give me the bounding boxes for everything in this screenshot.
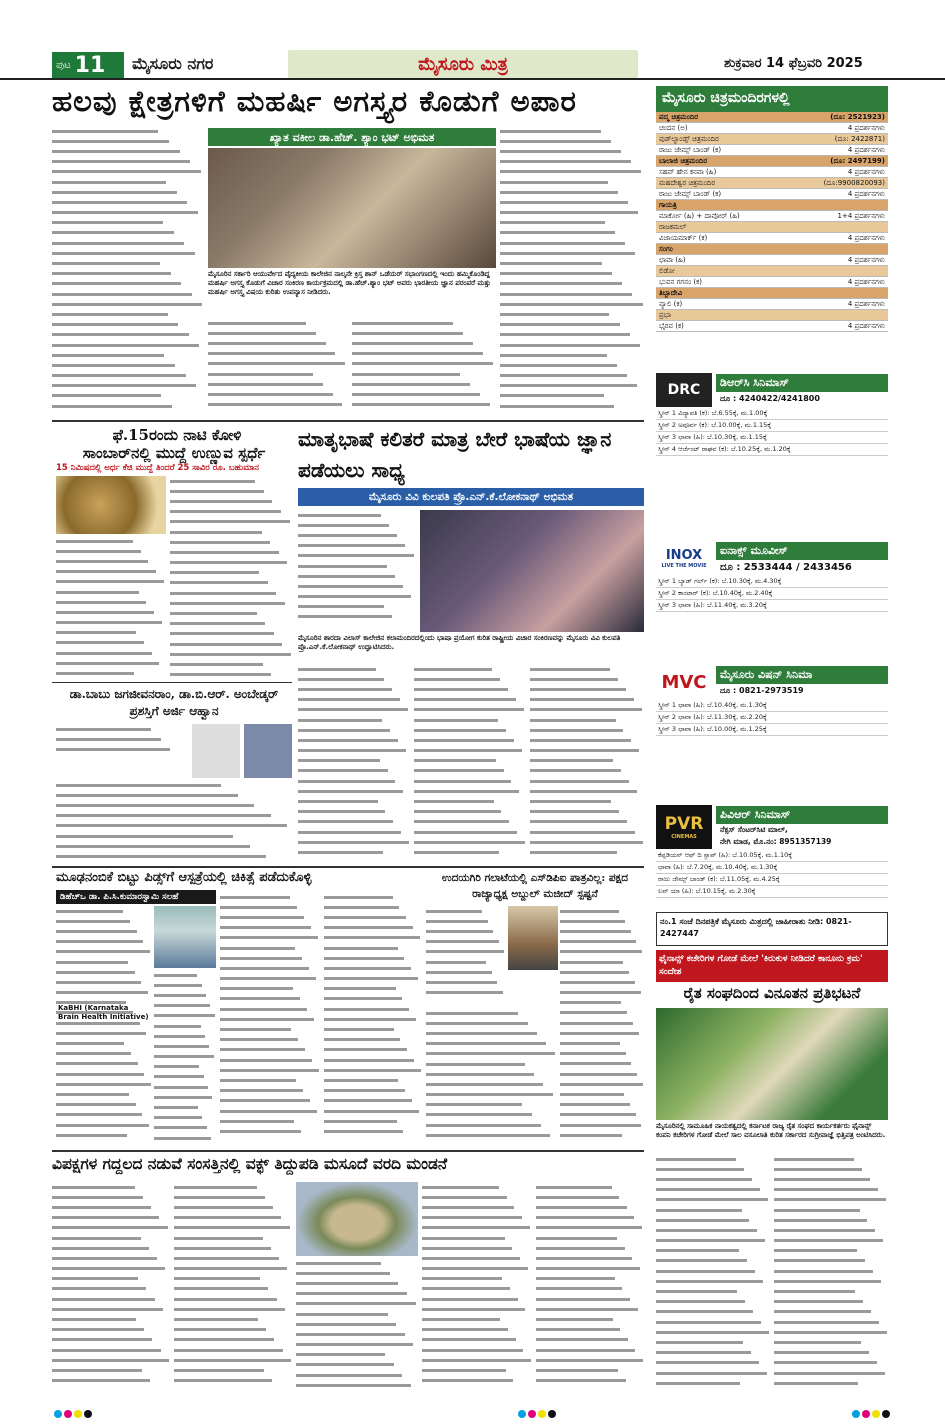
theatre-name: ಪ್ರಭಾ	[659, 311, 672, 319]
bottom-text-col-3	[296, 1258, 418, 1396]
film-title: ಭುವನ ಗಗನಂ (ಕ)	[659, 278, 703, 286]
story5-subheadline: ಡಿಹೆಚ್‌ಒ ಡಾ. ಪಿ.ಸಿ.ಕುಮಾರಸ್ವಾಮಿ ಸಲಹೆ	[56, 890, 216, 904]
story6-headline: ಉದಯಗಿರಿ ಗಲಾಟೆಯಲ್ಲಿ ಎಸ್‌ಡಿಪಿಐ ಪಾತ್ರವಿಲ್ಲ: ಪಕ್ಷದ ರಾಜ್ಯಾಧ್ಯಕ್ಷ ಅಬ್ದುಲ್ ಮಜೀದ್ ಸ್ಪಷ್ಟನೆ	[441, 872, 629, 900]
story3-banner: ಮೈಸೂರು ವಿವಿ ಕುಲಪತಿ ಪ್ರೊ.ಎನ್.ಕೆ.ಲೋಕನಾಥ್ ಅಭಿಮತ	[298, 488, 644, 506]
film-title: ರಾಜು ಜೇಮ್ಸ್ ಬಾಂಡ್ (ಕ)	[659, 190, 722, 198]
pvr-header	[656, 804, 888, 850]
show-count: 4 ಪ್ರದರ್ಶನಗಳು	[847, 256, 885, 264]
pvr-subtitle: ನೆಕ್ಸಸ್ ಸೆಂಟರ್‌ಸಿಟಿ ಮಾಲ್,	[720, 825, 788, 834]
pvr-title: ಪಿವಿಆರ್ ಸಿನಿಮಾಸ್	[716, 806, 888, 824]
story3-caption: ಮೈಸೂರಿನ ಶಾರದಾ ವಿಲಾಸ್ ಕಾಲೇಜಿನ ಕಲಾಮಂದಿರದಲ್ಲಿಂದು ಭಾಷಾ ಪ್ರಯೋಗ ಕುರಿತ ರಾಷ್ಟ್ರೀಯ ವಿಚಾರ ಸಂಕಿರಣವನ್ನು ಮೈಸೂರು ವಿವಿ ಕುಲಪತಿ ಪ್ರೊ.ಎನ್.ಕೆ.ಲೋಕನಾಥ್ ಉದ್ಘಾಟಿಸಿದರು.	[298, 634, 621, 651]
mvc-info	[716, 666, 888, 698]
schedule-row: ಸ್ಕ್ರೀನ್ 4 ಆರ್ಜೆಂಟ್ ರಾಘವ (ಕ): ಬೆ.10.25ಕ್ಕೆ, ಮ.1.20ಕ್ಕೆ	[656, 444, 888, 456]
schedule-row: ಸ್ಕ್ರೀನ್ 3 ಛಾವಾ (ಹಿ): ಬೆ.10.30ಕ್ಕೆ, ಮ.1.15ಕ್ಕೆ	[656, 432, 888, 444]
show-count: 4 ಪ್ರದರ್ಶನಗಳು	[847, 190, 885, 198]
mvc-header	[656, 664, 888, 700]
portrait-photos	[192, 724, 292, 778]
text-filler	[426, 906, 506, 998]
leader-photo	[508, 906, 558, 970]
theatre-film-row	[656, 123, 888, 134]
theatre-name-row	[656, 156, 888, 167]
story7-kicker: ಫೈನಾನ್ಸ್ ಕಚೇರಿಗಳ ಗೋಡೆ ಮೇಲೆ 'ಕಿರುಕುಳ ನೀಡಿದರೆ ಕಾನೂನು ಕ್ರಮ' ಸಂದೇಶ	[656, 950, 888, 982]
story5-headline: ಮೂಢನಂಬಿಕೆ ಬಿಟ್ಟು ಪಿಡ್ಸ್‌ಗೆ ಆಸ್ಪತ್ರೆಯಲ್ಲಿ ಚಿಕಿತ್ಸೆ ಪಡೆದುಕೊಳ್ಳಿ	[56, 870, 312, 885]
inox-phone: ದೂ : 2533444 / 2433456	[720, 561, 852, 573]
drc-title: ಡಿಆರ್‌ಸಿ ಸಿನಿಮಾಸ್	[716, 374, 888, 392]
print-registration-marks	[52, 1404, 892, 1414]
theatre-film-row	[656, 277, 888, 288]
bottom-text-col-2	[174, 1182, 292, 1396]
text-filler	[296, 1258, 418, 1390]
pvr-tagline: CINEMAS	[671, 834, 697, 840]
theatre-name: ಲಿಡೋ	[659, 267, 675, 275]
schedule-row: ಸ್ಕ್ರೀನ್ 2 ಅಪೂರ್ವ (ಕ): ಬೆ.10.00ಕ್ಕೆ, ಮ.1.15ಕ್ಕೆ	[656, 420, 888, 432]
theatre-list	[656, 112, 888, 332]
film-title: ವ್ಯಾಲಿ (ಕ)	[659, 300, 683, 308]
mvc-title: ಮೈಸೂರು ವಿಷನ್ ಸಿನಿಮಾ	[716, 666, 888, 684]
theatre-film-row	[656, 233, 888, 244]
story5-text-col-3	[220, 892, 320, 1146]
theatre-name-row	[656, 112, 888, 123]
story3-photo	[420, 510, 644, 632]
lead-headline: ಹಲವು ಕ್ಷೇತ್ರಗಳಿಗೆ ಮಹರ್ಷಿ ಅಗಸ್ತ್ಯರ ಕೊಡುಗೆ ಅಪಾರ	[52, 84, 577, 118]
schedule-row: ಸ್ಕ್ರೀನ್ 2 ಛಾವಾ (ಹಿ): ಬೆ.11.30ಕ್ಕೆ, ಮ.2.20ಕ್ಕೆ	[656, 712, 888, 724]
lead-text-col-4	[500, 126, 644, 418]
text-filler	[170, 476, 292, 680]
theatre-phone: (ದೂ:9900820093)	[823, 179, 885, 187]
drc-listing	[656, 368, 888, 456]
film-title: ವಿಜಾಯಮಾರ್ಕ್ (ಕ)	[659, 234, 708, 242]
show-count: 4 ಪ್ರದರ್ಶನಗಳು	[847, 300, 885, 308]
story4-text-col-2	[56, 780, 292, 866]
inox-title: ಐನಾಕ್ಸ್ ಮೂವೀಸ್	[716, 542, 888, 560]
theatre-name: ಗಾಯತ್ರಿ	[659, 201, 677, 209]
text-filler	[298, 510, 416, 622]
inox-logo-text: INOX	[665, 547, 703, 563]
theatre-name: ರಾಜಕಮಲ್	[659, 223, 687, 231]
page-number-badge	[52, 52, 124, 78]
story2-text-col-1	[56, 536, 166, 680]
inox-schedule	[656, 576, 888, 612]
pvr-listing	[656, 800, 888, 898]
theatre-name-row	[656, 178, 888, 189]
theatre-film-row	[656, 299, 888, 310]
pvr-info	[716, 806, 888, 848]
mvc-logo: MVC	[656, 665, 712, 699]
story3-text-col-1	[298, 510, 416, 628]
inox-logo	[656, 541, 712, 575]
text-filler	[154, 970, 216, 1143]
drc-phone: ದೂ : 4240422/4241800	[720, 394, 820, 403]
story2-kicker: ಫೆ.15ರಂದು ನಾಟಿ ಕೋಳಿ	[112, 426, 242, 444]
cinema-sidebar	[656, 86, 888, 332]
story5-text-col-2	[154, 970, 216, 1146]
bottom-text-col-1	[52, 1182, 170, 1396]
story2-text-col-2	[170, 476, 292, 680]
lead-text-col-1	[52, 126, 204, 416]
story6-text-col-3	[426, 1008, 558, 1146]
theatre-name-row	[656, 266, 888, 277]
bottom-text-col-5	[536, 1182, 644, 1396]
story4-headline: ಡಾ.ಬಾಬು ಜಗಜೀವನರಾಂ, ಡಾ.ಬಿ.ಆರ್. ಅಂಬೇಡ್ಕರ್ ಪ್ರಶಸ್ತಿಗೆ ಅರ್ಜಿ ಆಹ್ವಾನ	[69, 687, 279, 718]
page-number: 11	[74, 52, 106, 78]
theatre-name-row	[656, 200, 888, 211]
film-title: ಸಹವ್ ಹೇನ ಕನವಾ (ಹಿ)	[659, 168, 717, 176]
story3-text-col-3	[414, 664, 526, 864]
schedule-row: ಸ್ಕ್ರೀನ್ 3 ಛಾವಾ (ಹಿ): ಬೆ.10.00ಕ್ಕೆ, ಮ.1.25ಕ್ಕೆ	[656, 724, 888, 736]
theatre-phone: (ದೂ: 2497199)	[830, 157, 885, 165]
story4-text-col-1	[56, 724, 192, 764]
text-filler	[174, 1182, 292, 1386]
story6-text-col-2	[560, 906, 644, 1146]
schedule-row: ರಾಜು ಜೇಮ್ಸ್ ಬಾಂಡ್ (ಕ): ಬೆ.11.05ಕ್ಕೆ, ಮ.4.25ಕ್ಕೆ	[656, 874, 888, 886]
story6-text-col-1	[426, 906, 506, 1006]
drc-schedule	[656, 408, 888, 456]
parliament-photo	[296, 1182, 418, 1256]
film-title: ರಾಜು ಜೇಮ್ಸ್ ಬಾಂಡ್ (ಕ)	[659, 146, 722, 154]
theatre-name-row	[656, 222, 888, 233]
theatre-name: ವುಡ್‌ಲ್ಯಾಂಡ್ಸ್ ಚಿತ್ರಮಂದಿರ	[659, 135, 719, 143]
text-filler	[208, 318, 348, 410]
inox-listing	[656, 536, 888, 612]
text-filler	[422, 1182, 532, 1386]
film-title: ಮಾರ್ಕೋ (ಹಿ) + ದಾವೋರ್ (ಹಿ)	[659, 212, 740, 220]
inox-info	[716, 542, 888, 575]
inox-tagline: LIVE THE MOVIE	[661, 562, 707, 569]
show-count: 4 ಪ್ರದರ್ಶನಗಳು	[847, 234, 885, 242]
food-photo	[56, 476, 166, 534]
text-filler	[414, 664, 526, 858]
schedule-row: ಛಾವಾ (ಹಿ): ಬೆ.7.20ಕ್ಕೆ, ಮ.10.40ಕ್ಕೆ, ಮ.1.30ಕ್ಕೆ	[656, 862, 888, 874]
schedule-row: ಸ್ಕ್ರೀನ್ 3 ಛಾವಾ (ಹಿ): ಬೆ.11.40ಕ್ಕೆ, ಮ.3.20ಕ್ಕೆ	[656, 600, 888, 612]
mvc-listing	[656, 660, 888, 736]
drc-info	[716, 374, 888, 406]
section-title: ಮೈಸೂರು ನಗರ	[132, 54, 214, 73]
text-filler	[298, 664, 410, 858]
film-title: ಭೈರವ (ಕ)	[659, 322, 684, 330]
story7-text-col-2	[774, 1154, 888, 1396]
show-count: 1+4 ಪ್ರದರ್ಶನಗಳು	[837, 212, 885, 220]
page-label: ಪುಟ	[56, 59, 71, 71]
show-count: 4 ಪ್ರದರ್ಶನಗಳು	[847, 168, 885, 176]
theatre-film-row	[656, 189, 888, 200]
story3-text-col-2	[298, 664, 410, 864]
ad-notice: ನಂ.1 ಸಂಜೆ ದಿನಪತ್ರಿಕೆ ಮೈಸೂರು ಮಿತ್ರದಲ್ಲಿ ಜಾಹೀರಾತು ನೀಡಿ: 0821-2427447	[656, 912, 888, 946]
pvr-phone: ನೇಗಿ ಮಾಡ, ಮೊ.ನಂ: 8951357139	[720, 837, 832, 846]
show-count: 4 ಪ್ರದರ್ಶನಗಳು	[847, 278, 885, 286]
text-filler	[352, 318, 496, 410]
theatre-name-row	[656, 244, 888, 255]
text-filler	[220, 892, 320, 1137]
lead-banner: ಖ್ಯಾತ ವಕೀಲ ಡಾ.ಹೆಚ್. ಶ್ಯಾಂ ಭಟ್ ಅಭಿಮತ	[208, 128, 496, 146]
color-dots	[52, 1409, 892, 1419]
text-filler	[656, 1154, 770, 1388]
drc-header	[656, 372, 888, 408]
lead-text-col-3	[352, 318, 496, 418]
text-filler	[536, 1182, 644, 1386]
paper-name: ಮೈಸೂರು ಮಿತ್ರ	[288, 50, 638, 78]
theatre-film-row	[656, 167, 888, 178]
protest-photo	[656, 1008, 888, 1120]
story7-caption: ಮೈಸೂರಿನಲ್ಲಿ ಸಾಮೂಹಿಕ ನಾಯಕತ್ವದಲ್ಲಿ ಕರ್ನಾಟಕ ರಾಜ್ಯ ರೈತ ಸಂಘದ ಕಾರ್ಯಕರ್ತರು ಫೈನಾನ್ಸ್ ಕಂಪನಿ ಕಚೇರಿಗಳ ಗೋಡೆ ಮೇಲೆ ಸಾಲ ವಸೂಲಾತಿ ಕುರಿತ ಸರ್ಕಾರದ ಸುಗ್ರೀವಾಜ್ಞೆ ಭಿತ್ತಿಪತ್ರ ಅಂಟಿಸಿದರು.	[656, 1122, 886, 1139]
theatre-name: ಬಾಲಾಜಿ ಚಿತ್ರಮಂದಿರ	[659, 157, 708, 165]
theatre-name-row	[656, 288, 888, 299]
schedule-row: ಕೆಪ್ಪಡಿಯನ್ ಆಫ್ ದಿ ಸ್ಲಾಪ್ (ಹಿ): ಬೆ.10.05ಕ್ಕೆ, ಮ.1.10ಕ್ಕೆ	[656, 850, 888, 862]
text-filler	[324, 892, 422, 1137]
text-filler	[56, 536, 166, 679]
story7-headline: ರೈತ ಸಂಘದಿಂದ ವಿನೂತನ ಪ್ರತಿಭಟನೆ	[683, 984, 861, 1002]
lead-caption: ಮೈಸೂರಿನ ಸರ್ಕಾರಿ ಆಯುರ್ವೇದ ವೈದ್ಯಕೀಯ ಕಾಲೇಜಿನ ನಾಲ್ಕನೇ ಕ್ರಿಸ್ತ ಶಾನ್ ಒಡೆಯರ್ ಸಭಾಂಗಣದಲ್ಲಿ ಇಂದು ಹಮ್ಮಿಕೊಂಡಿದ್ದ ಮಹರ್ಷಿ ಅಗಸ್ತ್ಯ ಕೊಡುಗೆ ವಿಚಾರ ಸಂಕಿರಣ ಕಾರ್ಯಕ್ರಮದಲ್ಲಿ ಡಾ.ಹೆಚ್.ಶ್ಯಾಂ ಭಟ್ ಅವರು ಭಾರತೀಯ ಜ್ಞಾನ ಪರಂಪರೆ ಮತ್ತು ಮಹರ್ಷಿ ಅಗಸ್ತ್ಯ ವಿಷಯ ಕುರಿತು ಉಪನ್ಯಾಸ ನೀಡಿದರು.	[208, 270, 491, 296]
theatre-name-row	[656, 134, 888, 145]
mvc-schedule	[656, 700, 888, 736]
story7-text-col-1	[656, 1154, 770, 1396]
text-filler	[426, 1008, 558, 1140]
divider	[52, 1150, 644, 1152]
theatre-phone: (ದೂ: 2422871)	[834, 135, 885, 143]
lead-photo	[208, 148, 496, 268]
story5-text-col-4	[324, 892, 422, 1146]
theatre-film-row	[656, 211, 888, 222]
lead-text-col-2	[208, 318, 348, 418]
story2-headline: ಸಾಂಬಾರ್‌ನಲ್ಲಿ ಮುದ್ದೆ ಉಣ್ಣುವ ಸ್ಪರ್ಧೆ	[82, 444, 266, 462]
schedule-row: ಲವ್ ಯಾ (ಹಿ): ಬೆ.10.15ಕ್ಕೆ, ಮ.2.30ಕ್ಕೆ	[656, 886, 888, 898]
text-filler	[530, 664, 644, 858]
bottom-text-col-4	[422, 1182, 532, 1396]
theatre-phone: (ದೂ: 2521923)	[830, 113, 885, 121]
inox-header	[656, 540, 888, 576]
divider	[52, 682, 292, 683]
theatre-film-row	[656, 321, 888, 332]
text-filler	[52, 126, 204, 411]
drc-logo: DRC	[656, 373, 712, 407]
mvc-phone: ದೂ : 0821-2973519	[720, 686, 804, 695]
schedule-row: ಸ್ಕ್ರೀನ್ 1 ಛಾವಾ (ಹಿ): ಬೆ.10.40ಕ್ಕೆ, ಮ.1.30ಕ್ಕೆ	[656, 700, 888, 712]
theatre-film-row	[656, 255, 888, 266]
text-filler	[500, 126, 644, 411]
bottom-headline: ವಿಪಕ್ಷಗಳ ಗದ್ದಲದ ನಡುವೆ ಸಂಸತ್ತಿನಲ್ಲಿ ವಕ್ಫ್ ತಿದ್ದುಪಡಿ ಮಸೂದೆ ವರದಿ ಮಂಡನೆ	[52, 1154, 448, 1173]
divider	[52, 866, 644, 868]
pvr-logo	[656, 805, 712, 849]
schedule-row: ಸ್ಕ್ರೀನ್ 1 ವಿದ್ಯಾಪತಿ (ಕ): ಬೆ.6.55ಕ್ಕೆ, ಮ.1.00ಕ್ಕೆ	[656, 408, 888, 420]
story3-text-col-4	[530, 664, 644, 864]
divider	[52, 420, 644, 422]
sidebar-title: ಮೈಸೂರು ಚಿತ್ರಮಂದಿರಗಳಲ್ಲಿ	[656, 86, 888, 112]
theatre-name: ಸಂಗಂ	[659, 245, 673, 253]
theatre-name: ಪದ್ಮ ಚಿತ್ರಮಂದಿರ	[659, 113, 699, 121]
text-filler	[560, 906, 644, 1140]
theatre-name: ಮಹದೇಶ್ವರ ಚಿತ್ರಮಂದಿರ	[659, 179, 716, 187]
theatre-name: ತಿಬ್ಬಾದೇವಿ	[659, 289, 683, 297]
story3-headline: ಮಾತೃಭಾಷೆ ಕಲಿತರೆ ಮಾತ್ರ ಬೇರೆ ಭಾಷೆಯ ಜ್ಞಾನ ಪಡೆಯಲು ಸಾಧ್ಯ	[298, 427, 612, 482]
pvr-logo-text: PVR	[664, 814, 704, 834]
text-filler	[774, 1154, 888, 1388]
show-count: 4 ಪ್ರದರ್ಶನಗಳು	[847, 322, 885, 330]
story2-subheadline: 15 ನಿಮಿಷದಲ್ಲಿ ಅರ್ಧ ಕೆಜಿ ಮುದ್ದೆ ತಿಂದರೆ 25 ಸಾವಿರ ರೂ. ಬಹುಮಾನ	[56, 463, 260, 473]
kabhi-box: KaBHI (Karnataka Brain Health Initiative)	[58, 1004, 149, 1021]
issue-date: ಶುಕ್ರವಾರ 14 ಫೆಬ್ರವರಿ 2025	[724, 56, 863, 71]
doctor-photo	[154, 906, 216, 968]
theatre-film-row	[656, 145, 888, 156]
schedule-row: ಸ್ಕ್ರೀನ್ 1 ಬ್ಯಾಡ್ ಗರ್ಲ್ (ಕ): ಬೆ.10.30ಕ್ಕೆ, ಮ.4.30ಕ್ಕೆ	[656, 576, 888, 588]
show-count: 4 ಪ್ರದರ್ಶನಗಳು	[847, 146, 885, 154]
text-filler	[52, 1182, 170, 1386]
pvr-schedule	[656, 850, 888, 898]
theatre-name-row	[656, 310, 888, 321]
show-count: 4 ಪ್ರದರ್ಶನಗಳು	[847, 124, 885, 132]
text-filler	[56, 780, 292, 862]
text-filler	[56, 724, 192, 755]
film-title: ಚಂದನ (ಅ)	[659, 124, 688, 132]
film-title: ಛಾವಾ (ಹಿ)	[659, 256, 686, 264]
schedule-row: ಸ್ಕ್ರೀನ್ 2 ಕಾಂಟಾರ್ (ಕ): ಬೆ.10.40ಕ್ಕೆ, ಮ.2.40ಕ್ಕೆ	[656, 588, 888, 600]
